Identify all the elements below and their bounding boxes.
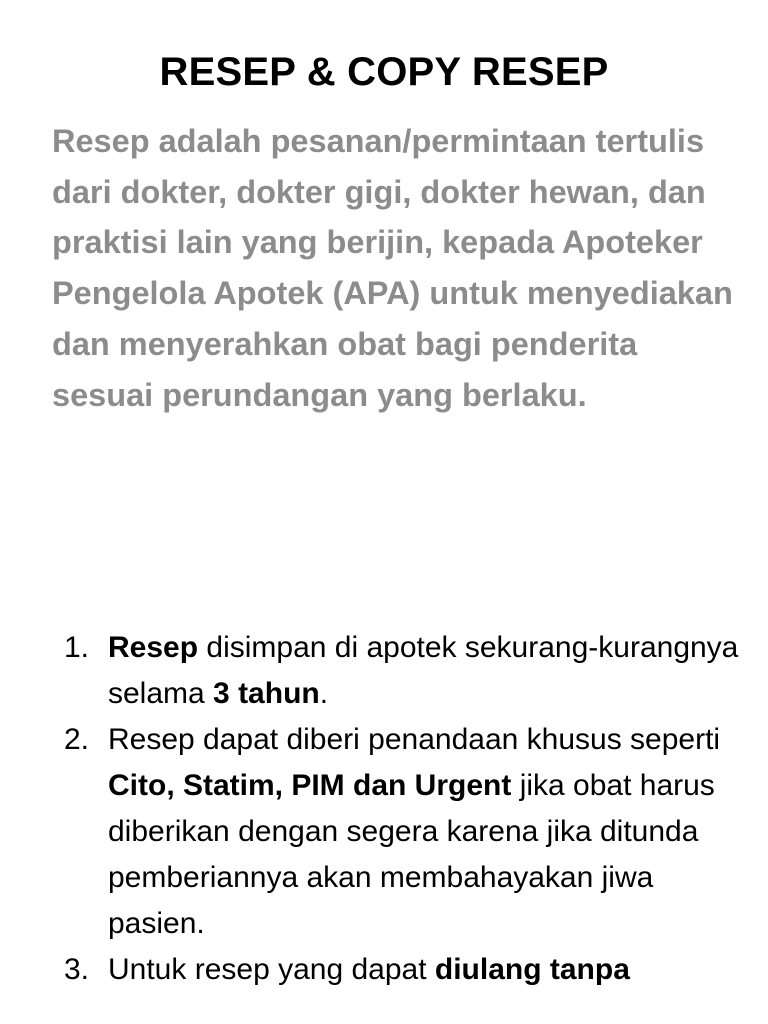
list-item-number: 3. xyxy=(64,953,90,986)
notes-list xyxy=(64,625,744,993)
list-item-text: . xyxy=(319,677,329,710)
definition-paragraph: Resep adalah pesanan/permintaan tertulis dari dokter, dokter gigi, dokter hewan, dan praktisi lain yang berijin, kepada Apoteker Pengelola Apotek (APA) untuk menyediakan dan menyerahkan obat bagi penderita sesuai perundangan yang berlaku. xyxy=(52,123,733,413)
bold-text: diulang tanpa xyxy=(434,953,630,986)
list-item xyxy=(64,625,744,717)
slide-title: RESEP & COPY RESEP xyxy=(159,50,609,94)
bold-text: Resep xyxy=(108,631,199,664)
list-item xyxy=(64,717,744,947)
list-item-text: disimpan di apotek sekurang-kurangnya selama xyxy=(108,631,739,710)
list-item-text: Resep dapat diberi penandaan khusus seperti xyxy=(108,723,721,756)
list-item-number: 2. xyxy=(64,723,90,756)
bold-text: 3 tahun xyxy=(213,677,320,710)
list-item-number: 1. xyxy=(64,631,90,664)
list-item-text: Untuk resep yang dapat xyxy=(108,953,435,986)
list-item xyxy=(64,947,744,993)
list-item-text: jika obat harus diberikan dengan segera karena jika ditunda pemberiannya akan membahayakan jiwa pasien. xyxy=(108,769,715,940)
bold-text: Cito, Statim, PIM dan Urgent xyxy=(108,769,512,802)
